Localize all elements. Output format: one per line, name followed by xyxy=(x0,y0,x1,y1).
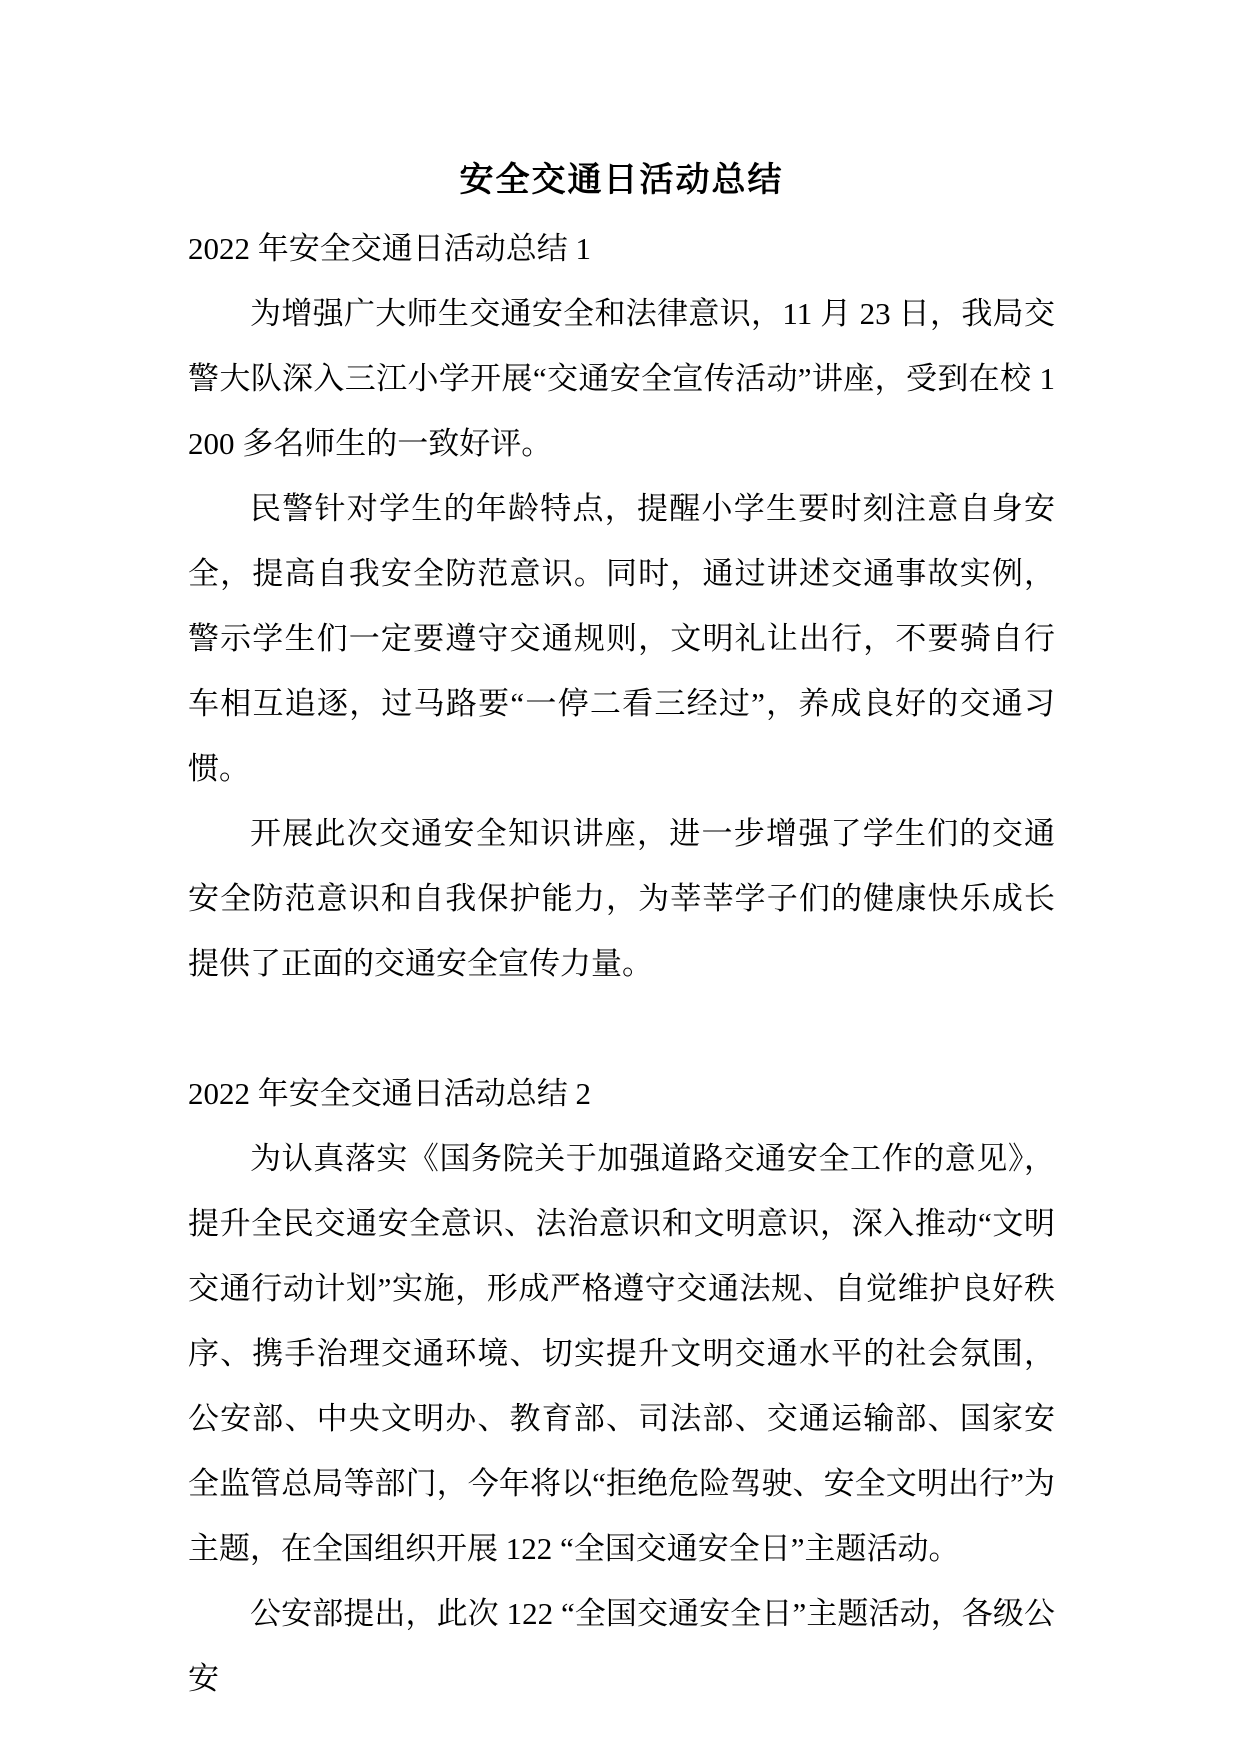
section-1-paragraph-1: 为增强广大师生交通安全和法律意识，11 月 23 日，我局交警大队深入三江小学开展“交通安全宣传活动”讲座，受到在校 1200 多名师生的一致好评。 xyxy=(188,296,1055,461)
blank-line xyxy=(188,996,1055,1061)
section-1-paragraph-3: 开展此次交通安全知识讲座，进一步增强了学生们的交通安全防范意识和自我保护能力，为莘莘学子们的健康快乐成长提供了正面的交通安全宣传力量。 xyxy=(188,816,1055,981)
section-2-paragraph-1: 为认真落实《国务院关于加强道路交通安全工作的意见》，提升全民交通安全意识、法治意识和文明意识，深入推动“文明交通行动计划”实施，形成严格遵守交通法规、自觉维护良好秩序、携手治理交通环境、切实提升文明交通水平的社会氛围，公安部、中央文明办、教育部、司法部、交通运输部、国家安全监管总局等部门，今年将以“拒绝危险驾驶、安全文明出行”为主题，在全国组织开展 122 “全国交通安全日”主题活动。 xyxy=(188,1141,1056,1566)
section-2 xyxy=(188,1061,1055,1711)
section-2-paragraph-2: 公安部提出，此次 122 “全国交通安全日”主题活动，各级公安 xyxy=(188,1596,1055,1696)
section-1-heading: 2022 年安全交通日活动总结 1 xyxy=(188,231,591,266)
section-1-paragraph-2: 民警针对学生的年龄特点，提醒小学生要时刻注意自身安全，提高自我安全防范意识。同时，通过讲述交通事故实例，警示学生们一定要遵守交通规则，文明礼让出行，不要骑自行车相互追逐，过马路要“一停二看三经过”，养成良好的交通习惯。 xyxy=(188,491,1055,786)
section-1 xyxy=(188,216,1055,996)
section-2-heading: 2022 年安全交通日活动总结 2 xyxy=(188,1076,591,1111)
document-title: 安全交通日活动总结 xyxy=(459,162,784,199)
